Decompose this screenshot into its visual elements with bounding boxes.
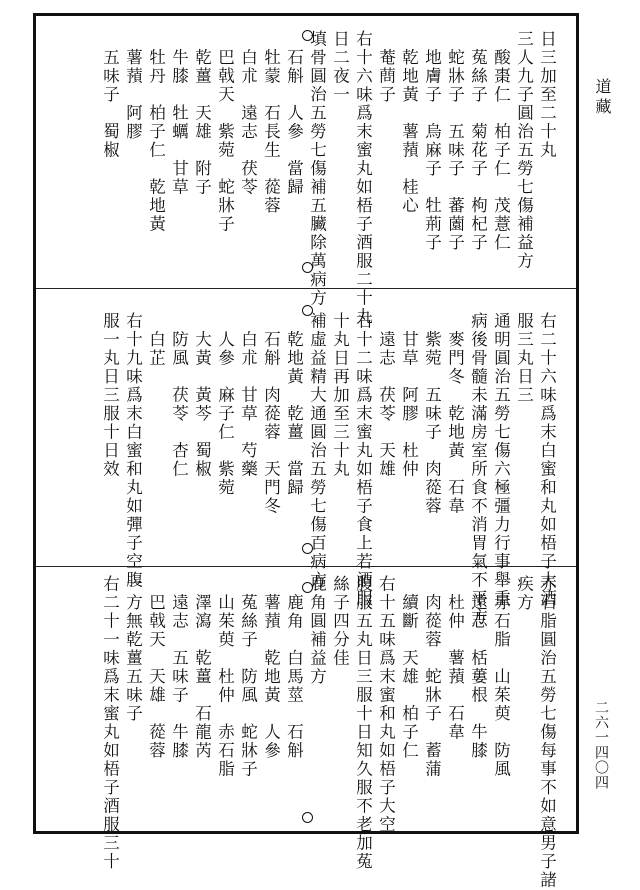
text-column: 蛇牀子 五味子 蕃薗子 (445, 30, 465, 252)
text-column: 白芷 (146, 312, 166, 368)
margin-title: 道藏 (593, 78, 612, 118)
text-column: 補虛益精大通圓治五勞七傷百病方 (307, 312, 327, 590)
text-column: 乾薑 天雄 附子 (192, 30, 212, 197)
text-column: 腹服五丸日三服十日知久服不老加菟 (353, 575, 373, 871)
text-column: 薯蕷 阿膠 (123, 30, 143, 141)
text-column: 菟絲子 防風 蛇牀子 (238, 575, 258, 779)
text-column: 牡蒙 石長生 蓯蓉 (261, 30, 281, 215)
text-column: 山茱萸 杜仲 赤石脂 (215, 575, 235, 779)
text-column: 澤瀉 乾薑 石龍芮 (192, 575, 212, 760)
text-column: 牡丹 柏子仁 乾地黃 (146, 30, 166, 234)
text-column: 赤石脂圓治五勞七傷每事不如意男子諸 (537, 575, 557, 890)
text-column: 肉蓯蓉 蛇牀子 蓄蒲 (422, 575, 442, 779)
text-column: 續斷 天雄 柏子仁 (399, 575, 419, 760)
text-column: 三人九子圓治五勞七傷補益方 (514, 30, 534, 271)
text-panel-bottom (38, 575, 575, 890)
text-column: 服一丸日三服十日效 (100, 312, 120, 479)
text-column: 甘草 阿膠 杜仲 (399, 312, 419, 479)
text-column: 巴戟天 天雄 蓯蓉 (146, 575, 166, 760)
section-divider-1 (36, 288, 576, 289)
text-column: 人參 麻子仁 紫菀 (215, 312, 235, 497)
text-column: 白朮 甘草 芍藥 (238, 312, 258, 479)
text-column: 石斛 人參 當歸 (284, 30, 304, 197)
text-column: 通明圓治五勞七傷六極彊力行事舉重 (491, 312, 511, 608)
text-column: 乾地黃 薯蕷 桂心 (399, 30, 419, 215)
text-column: 鹿角圓補益方 (307, 575, 327, 686)
text-column: 巴戟天 紫菀 蛇牀子 (215, 30, 235, 234)
text-column: 日二夜一 (330, 30, 350, 104)
text-column: 薯蕷 乾地黃 人參 (261, 575, 281, 760)
text-column: 右十六味爲末蜜丸如梧子酒服二十丸 (353, 30, 373, 326)
text-panel-top (38, 30, 575, 326)
text-column: 鹿角 白馬莖 石斛 (284, 575, 304, 760)
text-column: 五味子 蜀椒 (100, 30, 120, 160)
text-column: 一方無乾薑五味子 (123, 575, 143, 723)
text-column: 右十二味爲末蜜丸如梧子食上若酒服 (353, 312, 373, 608)
text-column: 十丸日再加至三十丸 (330, 312, 350, 479)
text-column: 防風 茯苓 杏仁 (169, 312, 189, 479)
text-column: 右十九味爲末白蜜和丸如彈子空腹 (123, 312, 143, 590)
text-column: 服三丸日三 (514, 312, 534, 405)
text-column: 右二十一味爲末蜜丸如梧子酒服三十 (100, 575, 120, 871)
text-column: 牛膝 牡蠣 甘草 (169, 30, 189, 197)
text-column: 菟絲子 菊花子 枸杞子 (468, 30, 488, 252)
text-column: 疾方 (514, 575, 534, 612)
text-column: 遠志 五味子 牛膝 (169, 575, 189, 760)
text-column: 酸棗仁 柏子仁 茂薏仁 (491, 30, 511, 252)
text-column: 病後骨髓未滿房室所食不消胃氣不平方 (468, 312, 488, 627)
text-column: 乾地黃 乾薑 當歸 (284, 312, 304, 497)
text-column: 地膚子 烏麻子 牡荊子 (422, 30, 442, 252)
text-column: 紫菀 五味子 肉蓯蓉 (422, 312, 442, 516)
text-column: 絲子四分佳 (330, 575, 350, 668)
text-column: 右二十六味爲末白蜜和丸如梧子大酒 (537, 312, 557, 608)
text-column: 日三加至二十丸 (537, 30, 557, 160)
text-column: 遠志 栝蔞根 牛膝 (468, 575, 488, 760)
text-column: 遠志 茯苓 天雄 (376, 312, 396, 479)
text-column: 白朮 遠志 茯苓 (238, 30, 258, 197)
text-column: 杜仲 薯蕷 石韋 (445, 575, 465, 742)
margin-page-number: 二六一四〇四 (593, 700, 609, 790)
text-column: 麥門冬 乾地黃 石韋 (445, 312, 465, 516)
text-column: 菴蔄子 (376, 30, 396, 104)
text-column: 大黃 黃芩 蜀椒 (192, 312, 212, 479)
text-column: 赤石脂 山茱萸 防風 (491, 575, 511, 779)
text-column: 石斛 肉蓯蓉 天門冬 (261, 312, 281, 516)
text-column: 右十五味爲末蜜和丸如梧子大空 (376, 575, 396, 834)
text-column: 填骨圓治五勞七傷補五臟除萬病方 (307, 30, 327, 308)
